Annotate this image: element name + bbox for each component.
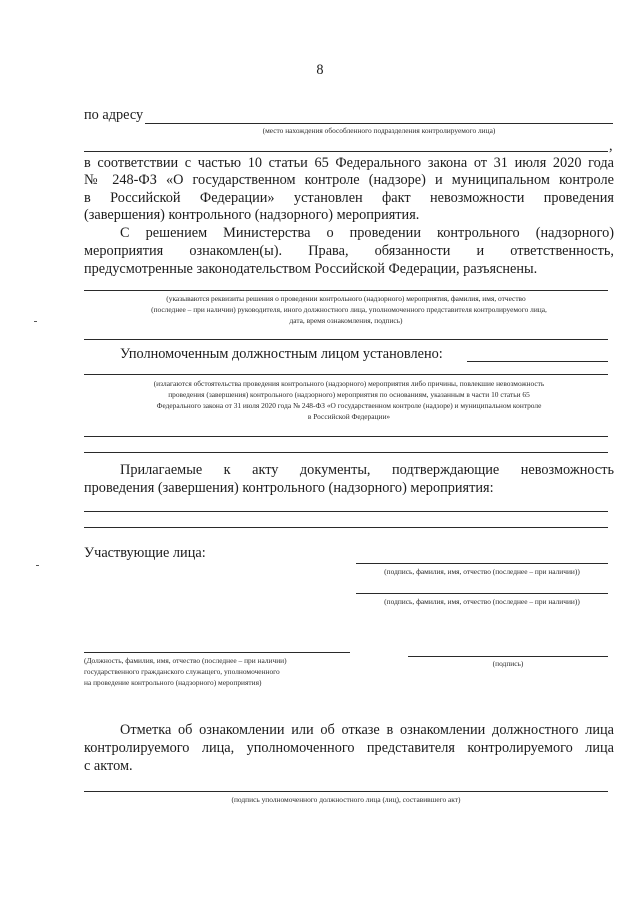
- margin-mark-2: [36, 565, 39, 566]
- ack-line-2: контролируемого лица, уполномоченного представителя контролируемого лица: [84, 740, 614, 756]
- circumstances-line-2: [84, 436, 608, 437]
- attached-field-line: [84, 511, 608, 512]
- attached-field-line-2: [84, 527, 608, 528]
- circumstances-hint-4: в Российской Федерации»: [307, 412, 391, 421]
- participant-signature-hint-2: (подпись, фамилия, имя, отчество (последнее – при наличии)): [384, 597, 580, 606]
- official-hint-1: (Должность, фамилия, имя, отчество (последнее – при наличии): [84, 656, 287, 665]
- ack-line-3: с актом.: [84, 758, 133, 774]
- official-field-line: [84, 652, 350, 653]
- circumstances-line-3: [84, 452, 608, 453]
- para2-line-1: С решением Министерства о проведении контрольного (надзорного): [120, 225, 614, 241]
- para1-line-4: (завершения) контрольного (надзорного) мероприятия.: [84, 207, 420, 223]
- participant-signature-line-1: [356, 563, 608, 564]
- address-label: по адресу: [84, 107, 144, 123]
- established-field-line: [467, 361, 608, 362]
- decision-field-line: [84, 290, 608, 291]
- official-signature-line: [408, 656, 608, 657]
- address-field-line-2: [84, 151, 608, 152]
- para2-line-3: предусмотренные законодательством Российской Федерации, разъяснены.: [84, 261, 538, 277]
- established-label: Уполномоченным должностным лицом установлено:: [120, 346, 443, 362]
- para1-line-3: в Российской Федерации» установлен факт невозможности проведения: [84, 190, 614, 206]
- circumstances-hint-1: (излагаются обстоятельства проведения контрольного (надзорного) мероприятия либо причины, повлекшие невозможность: [153, 379, 545, 388]
- official-hint-2: государственного гражданского служащего, уполномоченного: [84, 667, 280, 676]
- address-comma: ,: [609, 138, 613, 154]
- attached-line-1: Прилагаемые к акту документы, подтверждающие невозможность: [120, 462, 614, 478]
- official-signature-hint: (подпись): [492, 659, 524, 668]
- attached-line-2: проведения (завершения) контрольного (надзорного) мероприятия:: [84, 480, 494, 496]
- address-hint: (место нахождения обособленного подразделения контролируемого лица): [262, 126, 496, 135]
- para1-line-2: № 248-ФЗ «О государственном контроле (надзоре) и муниципальном контроле: [84, 172, 614, 188]
- para1-line-1: в соответствии с частью 10 статьи 65 Федерального закона от 31 июля 2020 года: [84, 155, 614, 171]
- participants-label: Участвующие лица:: [84, 545, 206, 561]
- participant-signature-line-2: [356, 593, 608, 594]
- decision-hint-3: дата, время ознакомления, подпись): [289, 316, 403, 325]
- para2-line-2: мероприятия ознакомлен(ы). Права, обязанности и ответственность,: [84, 243, 614, 259]
- margin-mark: [34, 321, 37, 322]
- circumstances-hint-3: Федерального закона от 31 июля 2020 года № 248-ФЗ «О государственном контроле (надзоре) и муниципальном контроле: [156, 401, 542, 410]
- address-field-line: [145, 123, 613, 124]
- circumstances-hint-2: проведения (завершения) контрольного (надзорного) мероприятия по основаниям, указанным в части 10 статьи 65: [168, 390, 530, 399]
- page-number: 8: [316, 62, 324, 78]
- decision-field-line-2: [84, 339, 608, 340]
- final-hint: (подпись уполномоченного должностного лица (лиц), составившего акт): [231, 795, 461, 804]
- decision-hint-1: (указываются реквизиты решения о проведении контрольного (надзорного) мероприятия, фамилия, имя, отчество: [166, 294, 526, 303]
- official-hint-3: на проведение контрольного (надзорного) мероприятия): [84, 678, 262, 687]
- participant-signature-hint-1: (подпись, фамилия, имя, отчество (последнее – при наличии)): [384, 567, 580, 576]
- circumstances-field-line: [84, 374, 608, 375]
- final-field-line: [84, 791, 608, 792]
- ack-line-1: Отметка об ознакомлении или об отказе в ознакомлении должностного лица: [120, 722, 614, 738]
- decision-hint-2: (последнее – при наличии) руководителя, иного должностного лица, уполномоченного представителя контролируемого лица,: [151, 305, 547, 314]
